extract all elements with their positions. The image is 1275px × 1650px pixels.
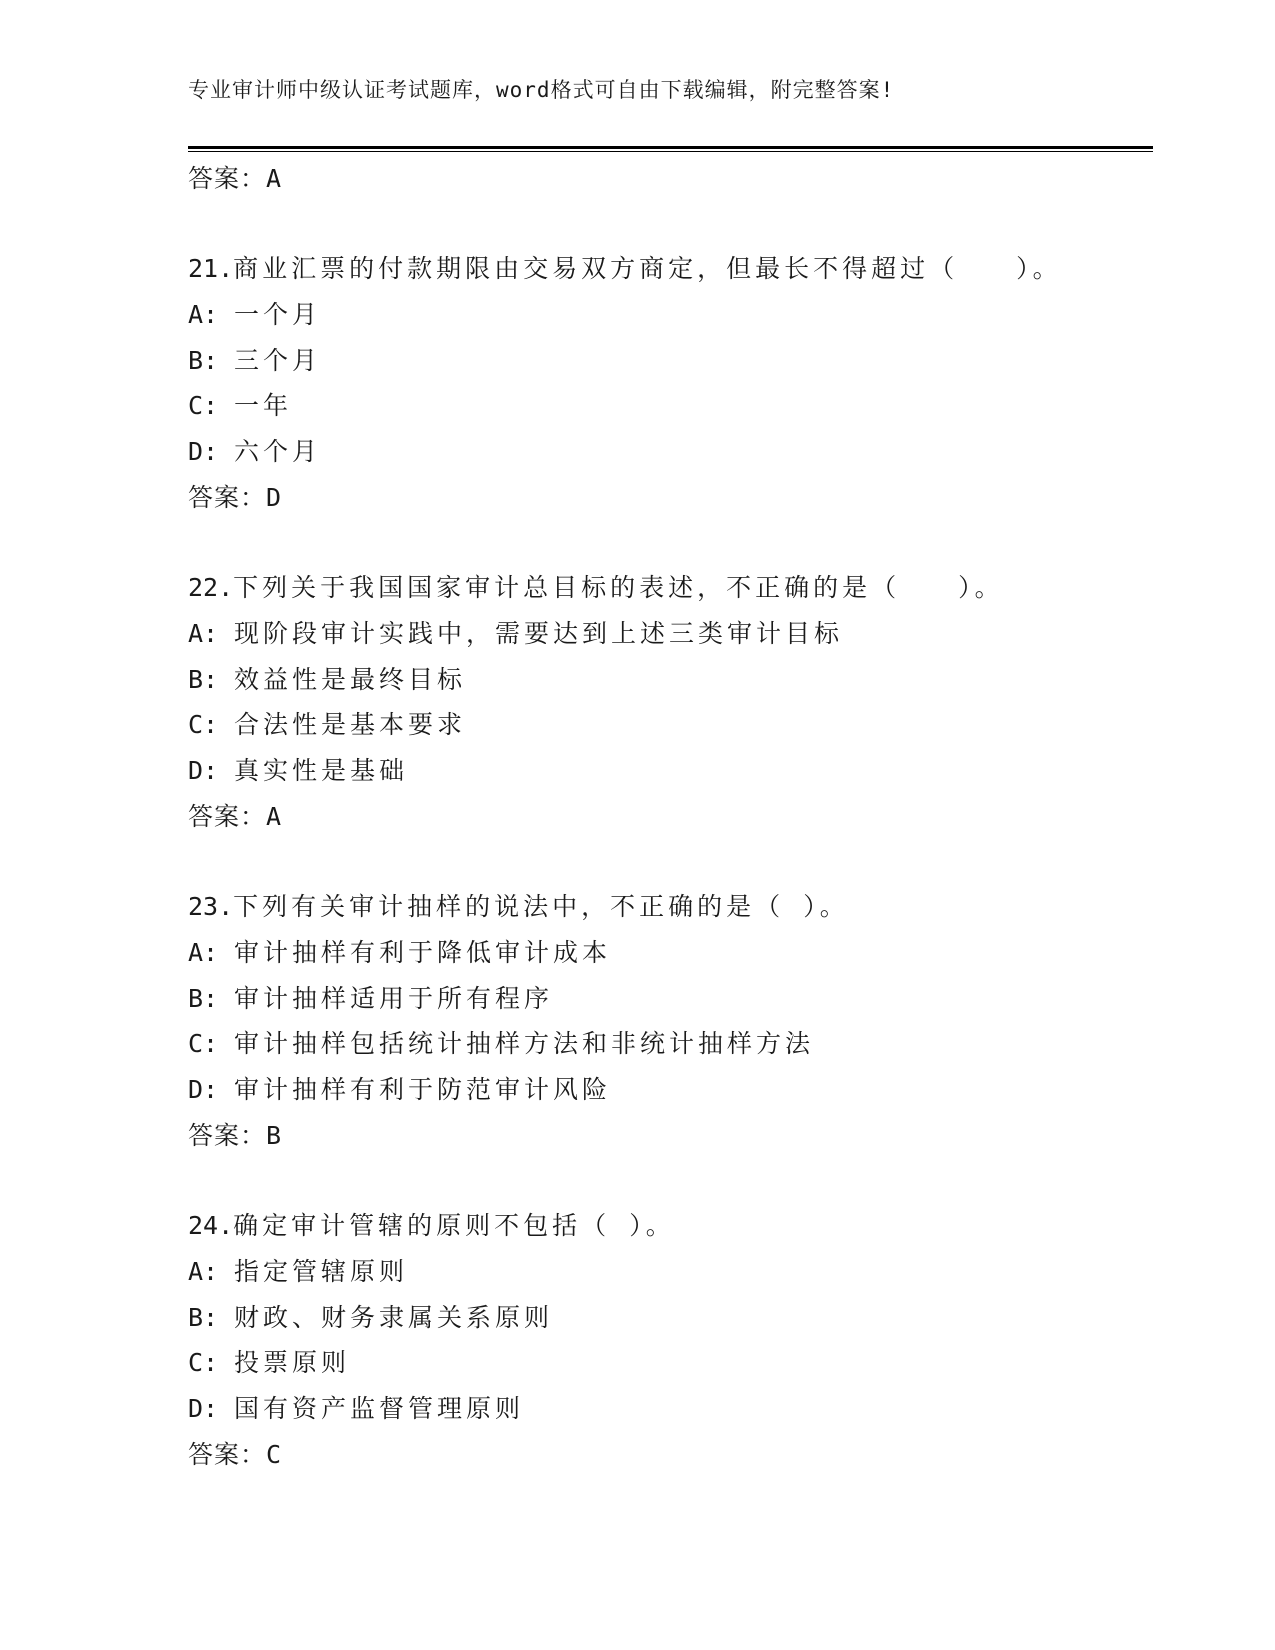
question-text: 下列关于我国国家审计总目标的表述，不正确的是（ ）。 (233, 572, 1004, 602)
question-text: 下列有关审计抽样的说法中，不正确的是（ ）。 (233, 891, 849, 921)
option-c (188, 702, 1153, 748)
option-a (188, 611, 1153, 657)
option-letter: A: (188, 299, 219, 329)
option-letter: A: (188, 937, 219, 967)
option-d (188, 1386, 1153, 1432)
option-text: 现阶段审计实践中，需要达到上述三类审计目标 (234, 618, 844, 648)
answer-value: D (266, 482, 283, 512)
option-letter: C: (188, 391, 219, 421)
question-list (188, 156, 1153, 1478)
option-letter: A: (188, 618, 219, 648)
option-letter: D: (188, 437, 219, 467)
question-stem (188, 1203, 1153, 1249)
option-text: 国有资产监督管理原则 (234, 1394, 525, 1424)
answer-value: A (266, 801, 283, 831)
option-b (188, 338, 1153, 384)
option-a (188, 930, 1153, 976)
option-c (188, 1340, 1153, 1386)
option-letter: D: (188, 756, 219, 786)
option-text: 审计抽样适用于所有程序 (234, 983, 554, 1013)
question-number: 21. (188, 254, 234, 283)
question-stem (188, 246, 1153, 292)
answer-label: 答案： (188, 164, 267, 193)
option-letter: A: (188, 1256, 219, 1286)
option-letter: D: (188, 1394, 219, 1424)
answer-line (188, 475, 1153, 521)
question-24 (188, 1203, 1153, 1478)
option-letter: B: (188, 983, 219, 1013)
question-number: 23. (188, 891, 234, 921)
option-letter: B: (188, 345, 219, 375)
option-text: 审计抽样有利于降低审计成本 (234, 937, 612, 967)
option-text: 财政、财务隶属关系原则 (234, 1302, 554, 1332)
question-text: 确定审计管辖的原则不包括（ ）。 (233, 1210, 675, 1240)
question-text: 商业汇票的付款期限由交易双方商定，但最长不得超过（ ）。 (233, 254, 1062, 283)
option-b (188, 657, 1153, 703)
option-text: 一个月 (234, 299, 322, 329)
option-a (188, 1249, 1153, 1295)
option-letter: C: (188, 1348, 219, 1378)
option-a (188, 292, 1153, 338)
answer-label: 答案： (188, 801, 267, 831)
option-letter: D: (188, 1075, 219, 1105)
question-21 (188, 246, 1153, 521)
option-text: 一年 (234, 391, 293, 421)
answer-label: 答案： (188, 1120, 267, 1150)
question-number: 24. (188, 1210, 234, 1240)
option-d (188, 1067, 1153, 1113)
answer-line (188, 1113, 1153, 1159)
option-c (188, 1021, 1153, 1067)
option-text: 审计抽样包括统计抽样方法和非统计抽样方法 (234, 1029, 815, 1059)
option-text: 投票原则 (234, 1348, 351, 1378)
option-letter: B: (188, 1302, 219, 1332)
option-d (188, 748, 1153, 794)
divider-thick-line (188, 146, 1153, 149)
option-text: 指定管辖原则 (234, 1256, 409, 1286)
option-letter: C: (188, 710, 219, 740)
option-d (188, 429, 1153, 475)
question-stem (188, 884, 1153, 930)
answer-line (188, 794, 1153, 840)
divider-thin-line (188, 151, 1153, 152)
option-b (188, 1295, 1153, 1341)
answer-line (188, 1432, 1153, 1478)
option-b (188, 976, 1153, 1022)
answer-label: 答案： (188, 1439, 267, 1469)
answer-value: A (266, 164, 283, 193)
header-divider (188, 146, 1153, 152)
question-22 (188, 565, 1153, 840)
question-stem (188, 565, 1153, 611)
option-c (188, 383, 1153, 429)
answer-value: C (266, 1439, 283, 1469)
option-text: 效益性是最终目标 (234, 664, 467, 694)
option-text: 合法性是基本要求 (234, 710, 467, 740)
page-header: 专业审计师中级认证考试题库，word格式可自由下载编辑，附完整答案! (188, 78, 895, 102)
option-text: 真实性是基础 (234, 756, 409, 786)
question-number: 22. (188, 572, 234, 602)
option-letter: C: (188, 1029, 219, 1059)
question-23 (188, 884, 1153, 1159)
option-text: 审计抽样有利于防范审计风险 (234, 1075, 612, 1105)
option-text: 三个月 (234, 345, 322, 375)
option-text: 六个月 (234, 437, 322, 467)
previous-answer (188, 156, 1153, 202)
answer-label: 答案： (188, 482, 267, 512)
answer-value: B (266, 1120, 283, 1150)
option-letter: B: (188, 664, 219, 694)
